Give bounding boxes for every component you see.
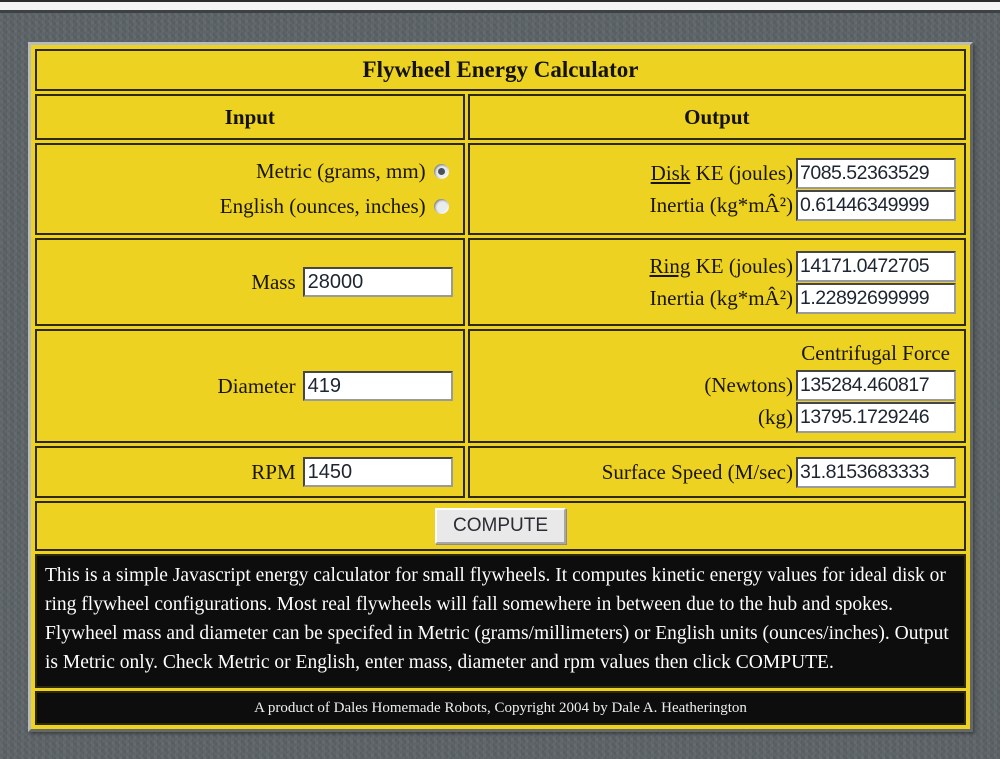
disk-inertia-label: Inertia (kg*mÂ²) <box>649 192 793 217</box>
disk-ke-label: Disk KE (joules) <box>650 160 793 185</box>
input-column-header: Input <box>35 94 465 140</box>
unit-selection-cell <box>35 143 465 235</box>
english-radio-row <box>41 189 459 224</box>
diameter-input-cell <box>35 329 465 443</box>
page-title: Flywheel Energy Calculator <box>35 49 966 91</box>
rpm-input[interactable] <box>303 457 453 487</box>
mass-label: Mass <box>251 269 296 294</box>
copyright-footer: A product of Dales Homemade Robots, Copyright 2004 by Dale A. Heatherington <box>35 691 966 725</box>
kg-field[interactable] <box>796 402 956 433</box>
browser-edge-bar <box>0 0 1000 13</box>
disk-inertia-field[interactable] <box>796 190 956 221</box>
english-label: English (ounces, inches) <box>219 194 426 218</box>
description-text: This is a simple Javascript energy calculator for small flywheels. It computes kinetic energy values for ideal disk or ring flywheel configurations. Most real flywheels will fall somewhere in between due to the hub and spokes. Flywheel mass and diameter can be specifed in Metric (grams/millimeters) or English units (ounces/inches). Output is Metric only. Check Metric or English, enter mass, diameter and rpm values then click COMPUTE. <box>35 554 966 688</box>
metric-label: Metric (grams, mm) <box>255 159 426 183</box>
centrifugal-force-title: Centrifugal Force <box>801 341 950 365</box>
metric-radio-button[interactable] <box>434 164 449 179</box>
ring-ke-link[interactable]: Ring <box>649 253 691 278</box>
mass-input[interactable] <box>303 267 453 297</box>
metric-radio-row <box>41 154 459 189</box>
rpm-input-cell <box>35 446 465 498</box>
mass-input-cell <box>35 238 465 326</box>
rpm-label: RPM <box>251 459 296 484</box>
compute-cell <box>35 501 966 551</box>
english-radio-button[interactable] <box>434 199 449 214</box>
compute-button[interactable]: COMPUTE <box>435 508 566 544</box>
newtons-label: (Newtons) <box>704 373 793 397</box>
disk-output-cell <box>468 143 966 235</box>
newtons-field[interactable] <box>796 370 956 401</box>
flywheel-calculator-table <box>32 46 969 728</box>
kg-label: (kg) <box>758 405 793 429</box>
surface-speed-label: Surface Speed (M/sec) <box>601 459 793 484</box>
ring-inertia-field[interactable] <box>796 283 956 314</box>
centrifugal-output-cell <box>468 329 966 443</box>
calculator-frame <box>28 42 973 732</box>
surface-speed-cell <box>468 446 966 498</box>
diameter-label: Diameter <box>217 373 296 398</box>
ring-ke-label: Ring KE (joules) <box>649 253 793 278</box>
ring-inertia-label: Inertia (kg*mÂ²) <box>649 285 793 310</box>
disk-ke-field[interactable] <box>796 158 956 189</box>
surface-speed-field[interactable] <box>796 457 956 488</box>
output-column-header: Output <box>468 94 966 140</box>
ring-ke-field[interactable] <box>796 251 956 282</box>
disk-ke-link[interactable]: Disk <box>650 160 691 185</box>
ring-output-cell <box>468 238 966 326</box>
diameter-input[interactable] <box>303 371 453 401</box>
